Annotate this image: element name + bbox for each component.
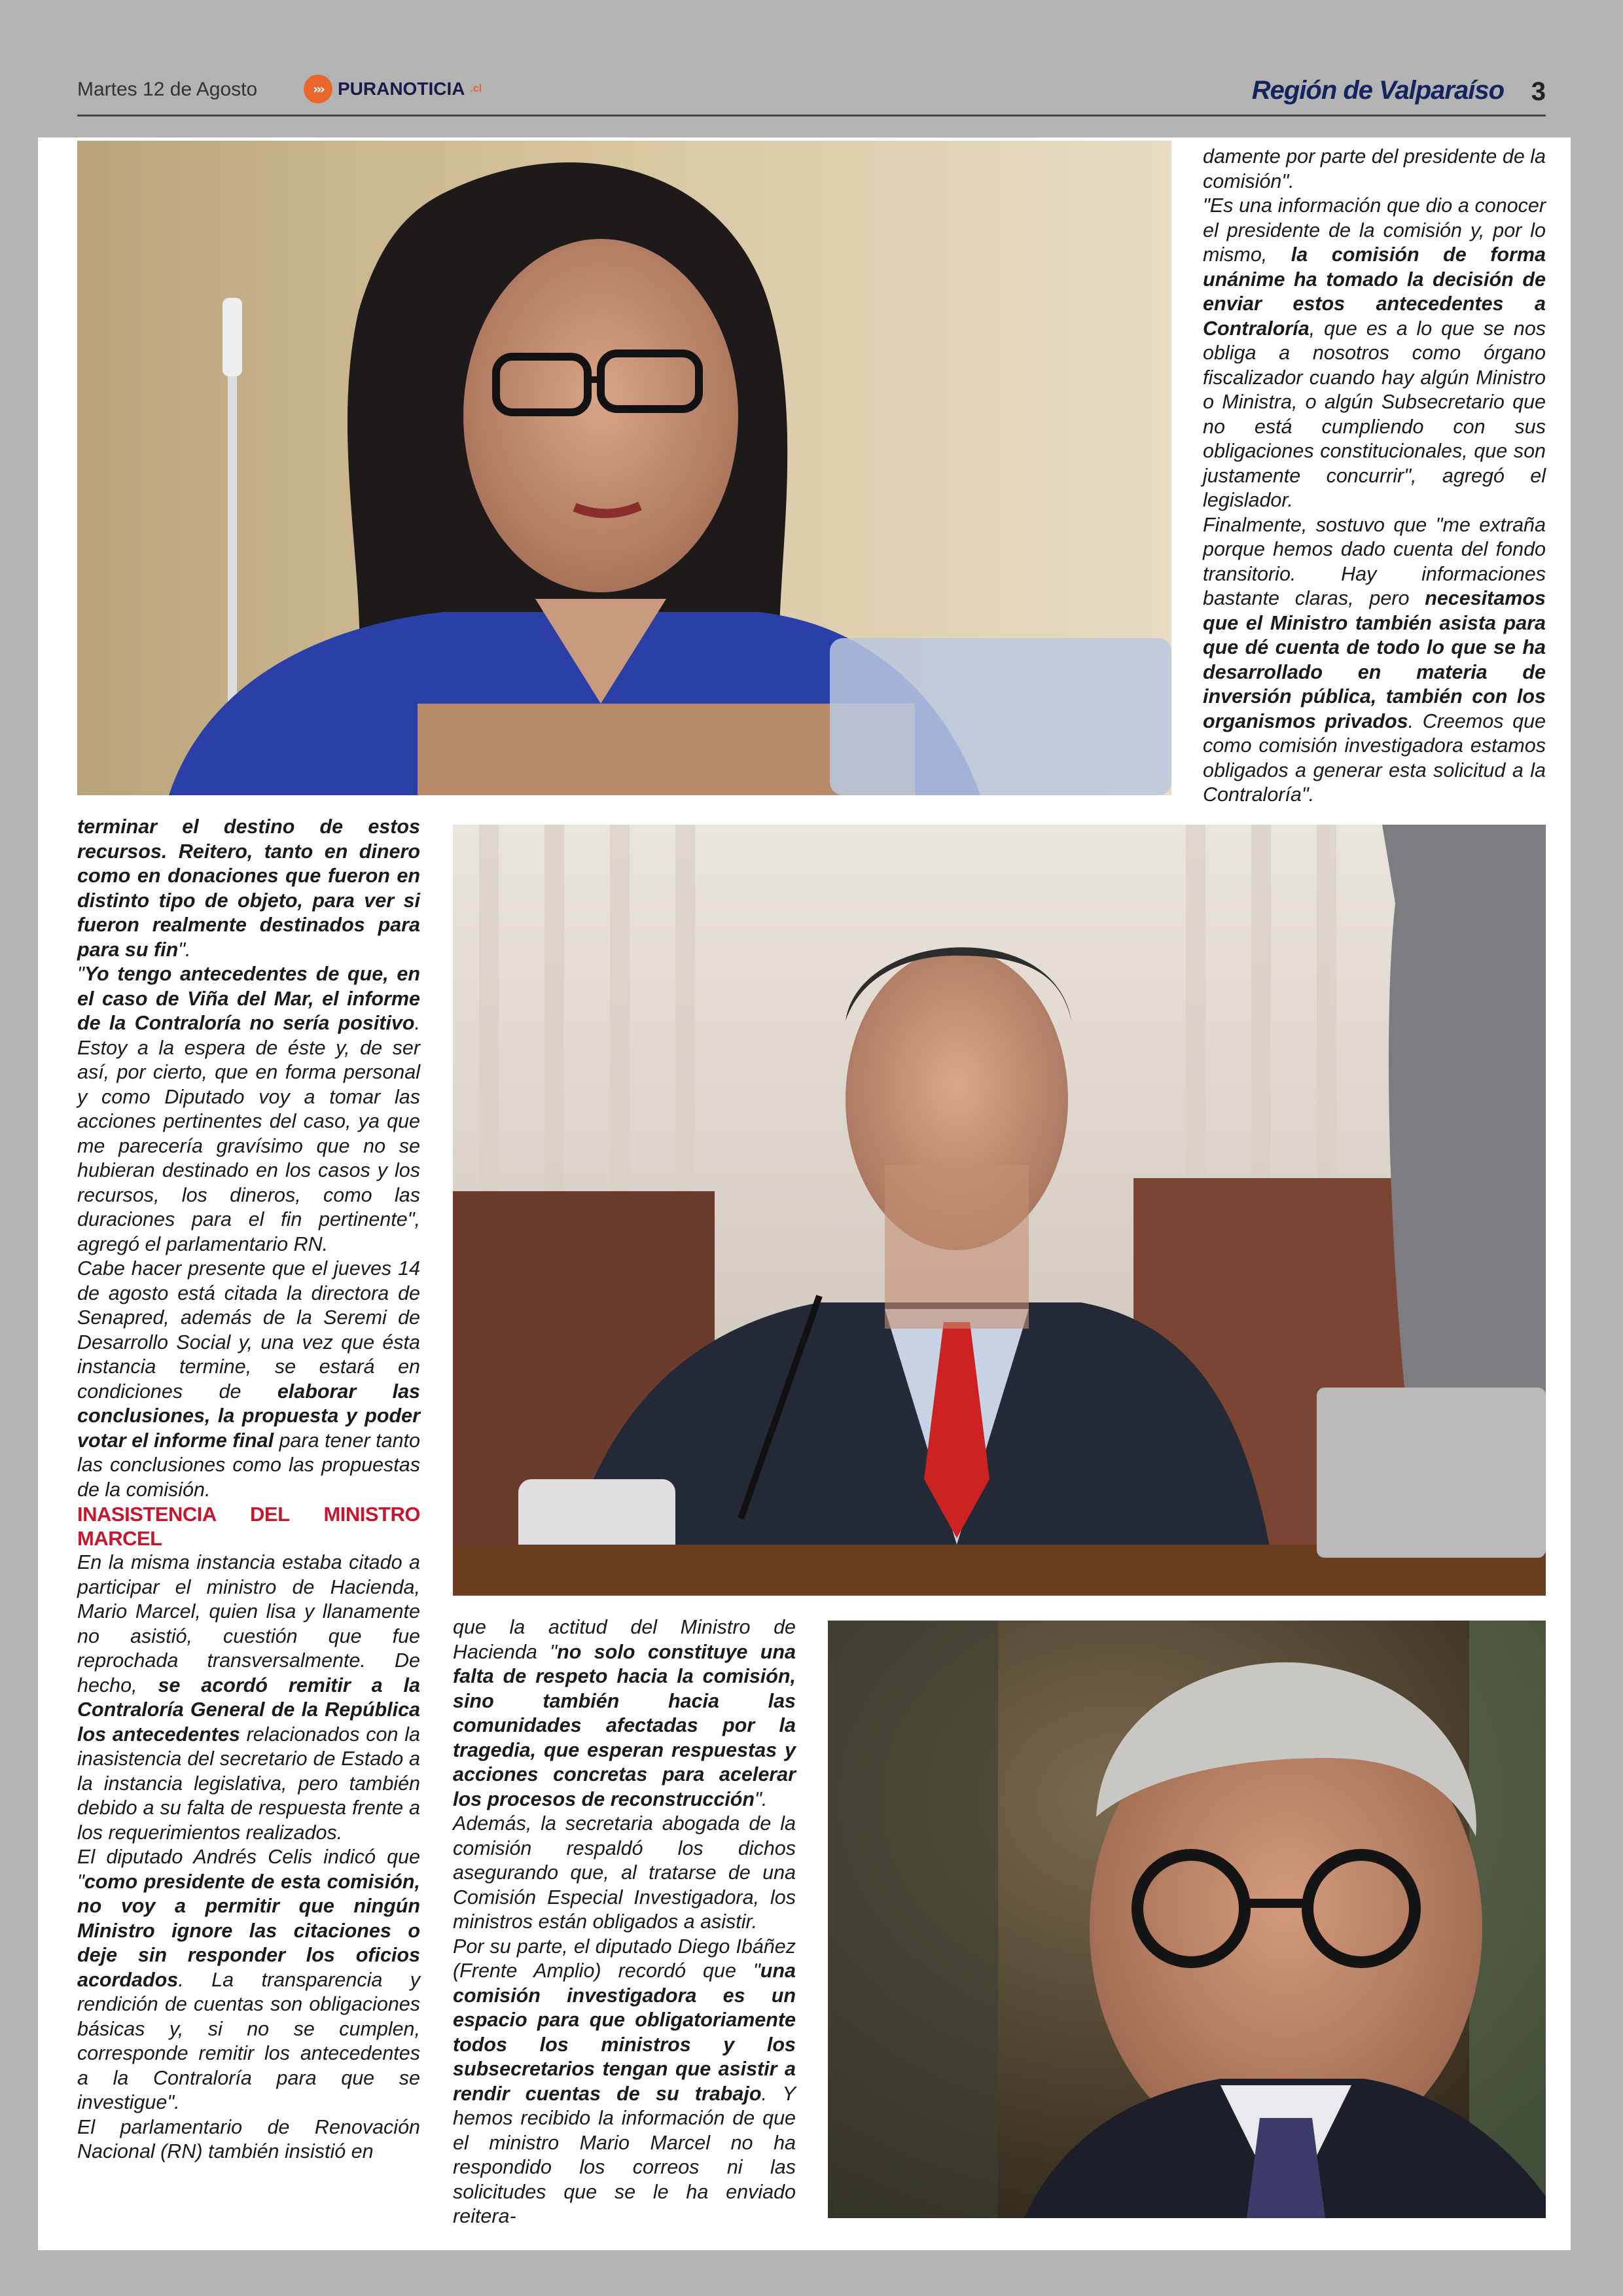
paragraph [77,962,420,1257]
bold-text-run: se acordó remitir a la Contraloría General de la República los antecedentes [77,1674,420,1746]
text-run: Por su parte, el diputado Diego Ibáñez (Frente Amplio) recordó que " [453,1935,796,1982]
brand-name: PURANOTICIA [338,79,465,99]
brand-suffix: .cl [470,83,482,94]
brand-logo[interactable] [304,75,482,103]
header-divider [77,115,1546,117]
text-run: Cabe hacer presente que el jueves 14 de agosto está citada la directora de Senapred, además de la Seremi de Desarrollo Social y, una vez que ésta instancia termine, se estará en condiciones de [77,1257,420,1403]
text-run: El parlamentario de Renovación Nacional (RN) también insistió en [77,2115,420,2162]
bold-text-run: terminar el destino de estos recursos. Reitero, tanto en dinero como en donaciones que fueron en distinto tipo de objeto, para ver si fueron realmente destinados para para su fin [77,816,420,961]
bold-text-run: como presidente de esta comisión, no voy a permitir que ningún Ministro ignore las citaciones o deje sin responder los oficios acordados [77,1870,420,1991]
text-run: ". [755,1787,768,1810]
section-heading: INASISTENCIA DEL MINISTRO MARCEL [77,1503,420,1550]
woman-at-commission-photo [77,141,1171,795]
paragraph [77,1551,420,1845]
bold-text-run: elaborar las conclusiones, la propuesta y poder votar el informe final [77,1380,420,1452]
paragraph [77,2115,420,2164]
text-run: En la misma instancia estaba citado a participar el ministro de Hacienda, Mario Marcel, quien lisa y llanamente no asistió, cuestión que fue reprochada transversalmente. De hecho, [77,1551,420,1696]
text-run: " [77,963,84,985]
paragraph [453,1812,796,1935]
text-run: . Estoy a la espera de éste y, de ser así, por cierto, que en forma personal y como Diputado voy a tomar las acciones pertinentes del caso, ya que me parecería gravísimo que no se hubieran destinado en los casos y los recursos, los dineros, como las duraciones para el fin pertinente", agregó el parlamentario RN. [77,1012,420,1255]
paragraph [77,815,420,962]
text-run: . Y hemos recibido la información de que el ministro Mario Marcel no ha respondido los correos ni las solicitudes que se le ha enviado reitera- [453,2082,796,2227]
article-column-middle [453,1615,796,2229]
paragraph [453,1935,796,2229]
paragraph [1203,194,1546,513]
bold-text-run: necesitamos que el Ministro también asista para que dé cuenta de todo lo que se ha desarrollado en materia de inversión pública, también con los organismos privados [1203,587,1546,732]
paragraph [77,1845,420,2115]
paragraph [453,1615,796,1812]
text-run: para tener tanto las conclusiones como las propuestas de la comisión. [77,1429,420,1501]
text-run: , que es a lo que se nos obliga a nosotros como órgano fiscalizador cuando hay algún Ministro o Ministra, o algún Subsecretario que no está cumpliendo con sus obligaciones constitucionales, que son justamente concurrir", agregó el legislador. [1203,317,1546,511]
text-run: "Es una información que dio a conocer el presidente de la comisión y, por lo mismo, [1203,194,1546,266]
play-arrows-icon: ››› [304,75,332,103]
page-number: 3 [1531,77,1546,106]
text-run: que la actitud del Ministro de Hacienda " [453,1616,796,1663]
text-run: damente por parte del presidente de la comisión". [1203,145,1546,192]
bold-text-run: una comisión investigadora es un espacio para que obligatoriamente todos los ministros y los subsecretarios tengan que asistir a rendir cuentas de su trabajo [453,1960,796,2105]
text-run: . Creemos que como comisión investigadora estamos obligados a generar esta solicitud a la Contraloría". [1203,709,1546,806]
bold-text-run: no solo constituye una falta de respeto hacia la comisión, sino también hacia las comunidades afectadas por la tragedia, que esperan respuestas y acciones concretas para acelerar los procesos de reconstrucción [453,1640,796,1810]
text-run: . La transparencia y rendición de cuentas son obligaciones básicas y, si no se cumplen, corresponde remitir los antecedentes a la Contraloría para que se investigue". [77,1968,420,2113]
section-region: Región de Valparaíso [1251,76,1504,105]
text-run: Finalmente, sostuvo que "me extraña porque hemos dado cuenta del fondo transitorio. Hay informaciones bastante claras, pero [1203,513,1546,609]
article-column-right-top [1203,145,1546,808]
man-in-suit-red-tie-photo [453,825,1546,1596]
paragraph [1203,513,1546,808]
text-run: relacionados con la inasistencia del secretario de Estado a la instancia legislativa, pero también debido a su falta de respuesta frente a los requerimientos realizados. [77,1723,420,1844]
man-with-glasses-photo [828,1621,1546,2218]
bold-text-run: Yo tengo antecedentes de que, en el caso de Viña del Mar, el informe de la Contraloría no sería positivo [77,963,420,1034]
text-run: Además, la secretaria abogada de la comisión respaldó los dichos asegurando que, al tratarse de una Comisión Especial Investigadora, los ministros están obligados a asistir. [453,1812,796,1933]
paragraph [77,1257,420,1502]
issue-date: Martes 12 de Agosto [77,79,258,100]
bold-text-run: la comisión de forma unánime ha tomado la decisión de enviar estos antecedentes a Contraloría [1203,243,1546,340]
text-run: ". [178,938,191,961]
article-column-left [77,815,420,2164]
paragraph [1203,145,1546,194]
text-run: El diputado Andrés Celis indicó que " [77,1846,420,1893]
